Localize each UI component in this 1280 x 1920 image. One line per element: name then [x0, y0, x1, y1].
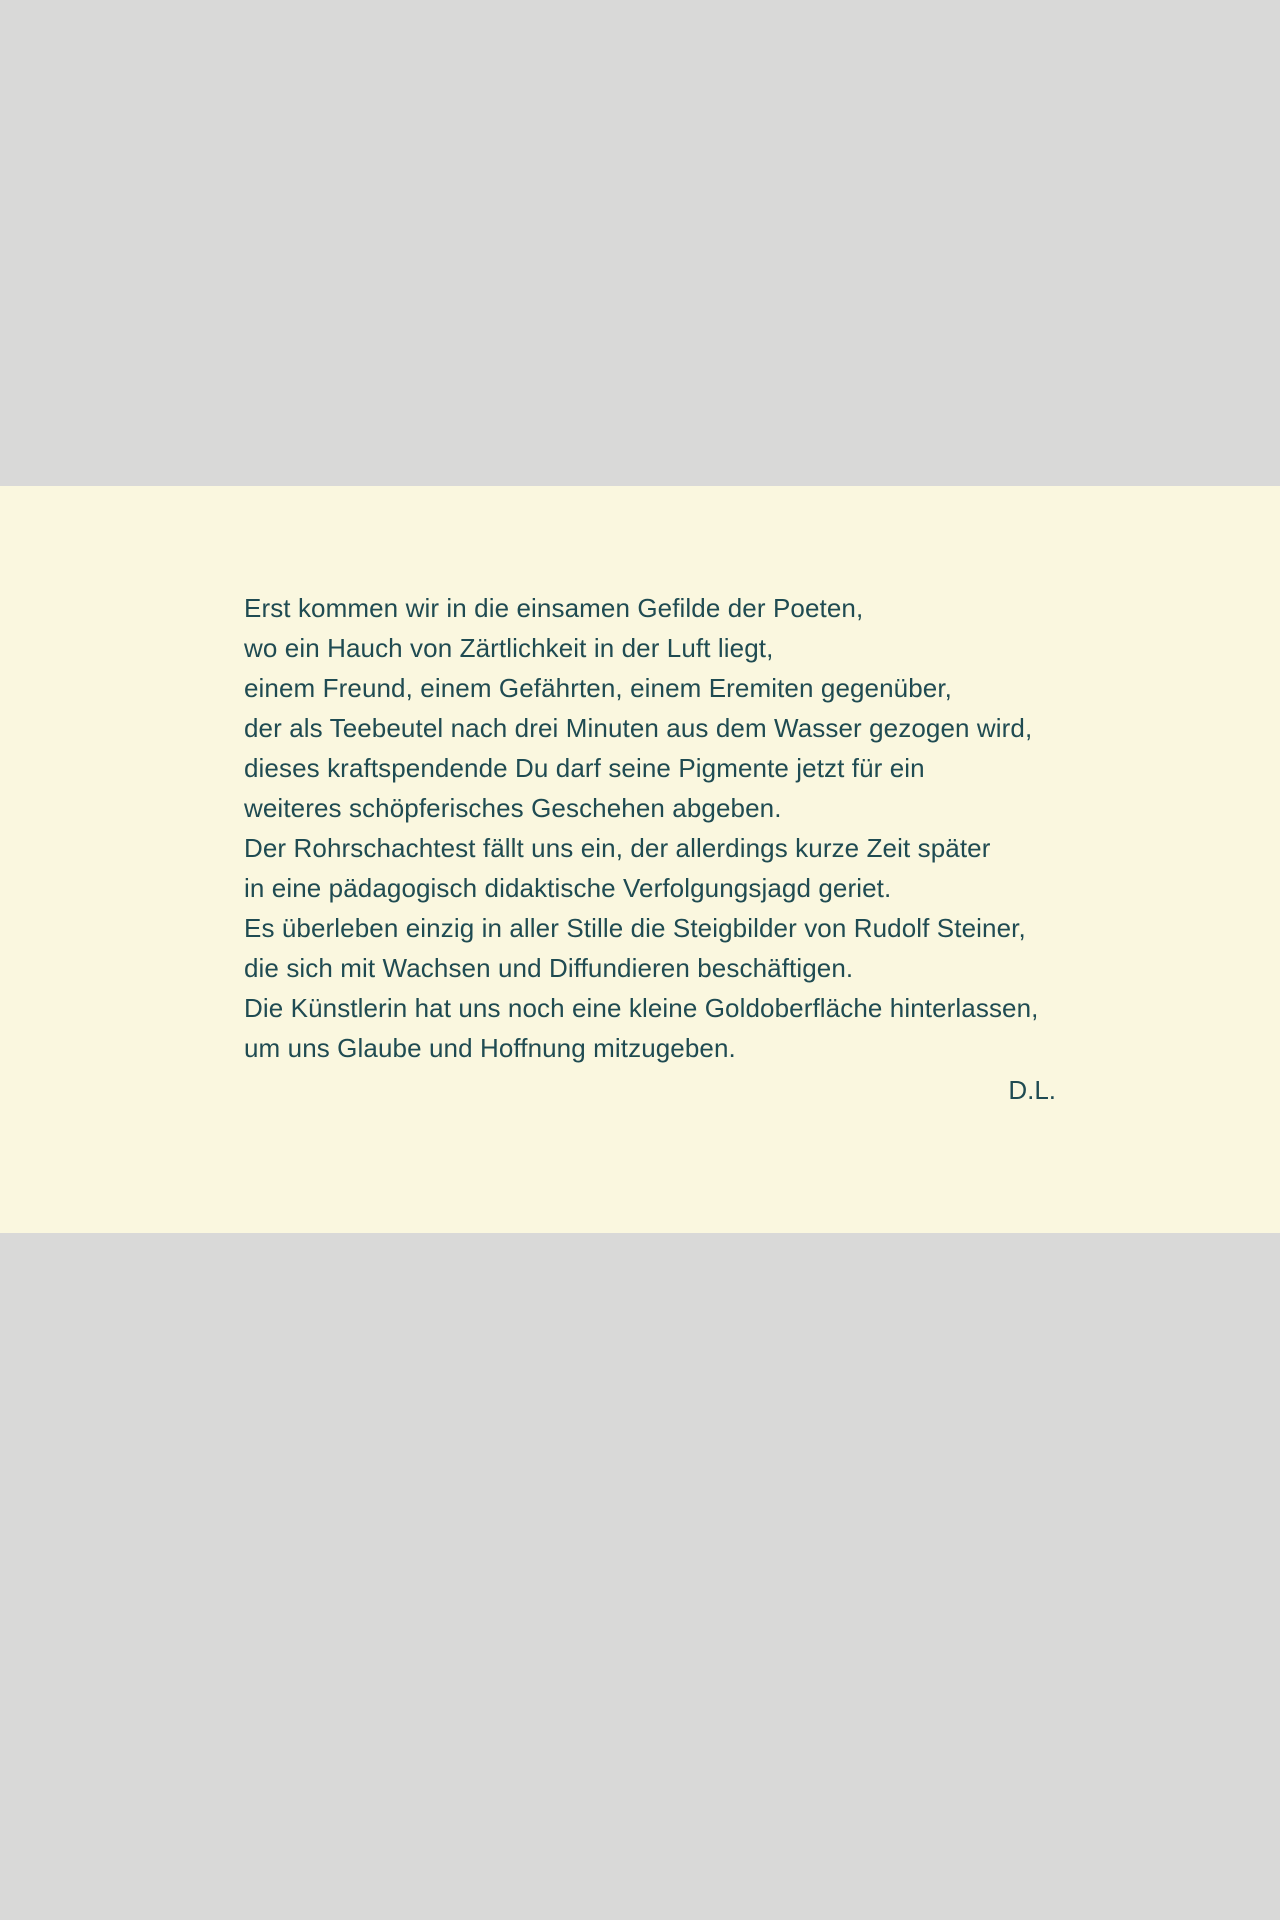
- poem-line: die sich mit Wachsen und Diffundieren beschäftigen.: [244, 953, 854, 983]
- poem-line: Erst kommen wir in die einsamen Gefilde der Poeten,: [244, 593, 864, 623]
- poem-line: Der Rohrschachtest fällt uns ein, der allerdings kurze Zeit später: [244, 833, 991, 863]
- signature: D.L.: [1008, 1075, 1056, 1105]
- poem-line: der als Teebeutel nach drei Minuten aus dem Wasser gezogen wird,: [244, 713, 1033, 743]
- poem-line: in eine pädagogisch didaktische Verfolgungsjagd geriet.: [244, 873, 892, 903]
- poem-line: dieses kraftspendende Du darf seine Pigmente jetzt für ein: [244, 753, 925, 783]
- poem-text: [244, 588, 1064, 1068]
- poem-line: weiteres schöpferisches Geschehen abgeben.: [244, 793, 782, 823]
- poem-line: Die Künstlerin hat uns noch eine kleine Goldoberfläche hinterlassen,: [244, 993, 1039, 1023]
- poem-line: einem Freund, einem Gefährten, einem Eremiten gegenüber,: [244, 673, 953, 703]
- poem-line: wo ein Hauch von Zärtlichkeit in der Luft liegt,: [244, 633, 774, 663]
- poem-line: um uns Glaube und Hoffnung mitzugeben.: [244, 1033, 736, 1063]
- poem-line: Es überleben einzig in aller Stille die Steigbilder von Rudolf Steiner,: [244, 913, 1026, 943]
